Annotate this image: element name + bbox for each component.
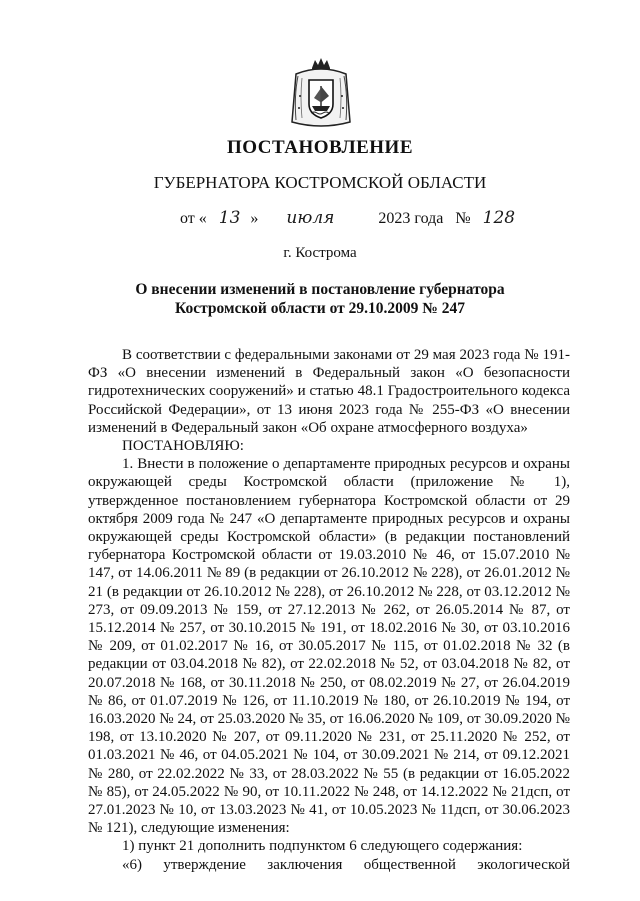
subitem-1-paragraph: 1) пункт 21 дополнить подпунктом 6 следующего содержания: bbox=[122, 838, 523, 855]
item-1-paragraph: 1. Внести в положение о департаменте природных ресурсов и охраны окружающей среды Костромской области (приложение № 1), утвержденное постановлением губернатора Костромской области от 29 октября 2009 года № 247 «О департаменте природных ресурсов и охраны окружающей среды Костромской области» (в редакции постановлений губернатора Костромской области от 19.03.2010 № 46, от 15.07.2010 № 147, от 14.06.2011 № 89 (в редакции от 26.10.2012 № 228), от 26.01.2012 № 21 (в редакции от 26.10.2012 № 228), от 26.10.2012 № 228, от 03.12.2012 № 273, от 09.09.2013 № 159, от 27.12.2013 № 262, от 26.05.2014 № 87, от 15.12.2014 № 257, от 30.10.2015 № 191, от 18.02.2016 № 30, от 03.10.2016 № 209, от 01.02.2017 № 16, от 30.05.2017 № 115, от 01.02.2018 № 32 (в редакции от 03.04.2018 № 82), от 22.02.2018 № 52, от 03.04.2018 № 82, от 20.07.2018 № 168, от 30.11.2018 № 250, от 08.02.2019 № 27, от 26.04.2019 № 86, от 01.07.2019 № 126, от 11.10.2019 № 180, от 26.10.2019 № 194, от 16.03.2020 № 24, от 25.03.2020 № 35, от 16.06.2020 № 109, от 30.09.2020 № 198, от 13.10.2020 № 207, от 09.11.2020 № 231, от 25.11.2020 № 252, от 01.03.2021 № 46, от 04.05.2021 № 104, от 30.09.2021 № 214, от 09.12.2021 № 280, от 22.02.2022 № 33, от 28.03.2022 № 55 (в редакции от 16.05.2022 № 85), от 24.05.2022 № 90, от 10.11.2022 № 248, от 14.12.2022 № 21дсп, от 27.01.2023 № 10, от 13.03.2023 № 41, от 10.05.2023 № 11дсп, от 30.06.2023 № 121), следующие изменения: bbox=[88, 456, 570, 837]
preamble-paragraph: В соответствии с федеральными законами от 29 мая 2023 года № 191-ФЗ «О внесении изменений в Федеральный закон «О безопасности гидротехнических сооружений» и статью 48.1 Градостроительного кодекса Российской Федерации», от 13 июня 2023 года № 255-ФЗ «О внесении изменений в Федеральный закон «Об охране атмосферного воздуха» bbox=[88, 347, 570, 436]
heading-line-1: О внесении изменений в постановление губернатора bbox=[135, 281, 505, 298]
resolve-paragraph: ПОСТАНОВЛЯЮ: bbox=[122, 438, 244, 455]
coat-of-arms-emblem bbox=[288, 56, 354, 130]
city-line: г. Кострома bbox=[283, 245, 357, 261]
date-prefix: от « bbox=[180, 210, 207, 227]
document-heading bbox=[0, 280, 640, 318]
number-sign: № bbox=[455, 210, 471, 227]
document-number-handwritten: 128 bbox=[482, 208, 516, 228]
date-day-handwritten: 13 bbox=[218, 208, 241, 228]
subitem-6-paragraph: «6) утверждение заключения общественной экологической bbox=[122, 856, 570, 873]
date-line bbox=[180, 208, 515, 228]
document-body bbox=[88, 346, 570, 874]
date-month-handwritten: июля bbox=[286, 208, 335, 228]
heading-line-2: Костромской области от 29.10.2009 № 247 bbox=[175, 300, 465, 317]
document-type-title: ПОСТАНОВЛЕНИЕ bbox=[226, 137, 414, 158]
date-quote-close: » bbox=[250, 210, 259, 227]
issuer-title: ГУБЕРНАТОРА КОСТРОМСКОЙ ОБЛАСТИ bbox=[153, 173, 487, 192]
date-year: 2023 года bbox=[378, 210, 444, 227]
